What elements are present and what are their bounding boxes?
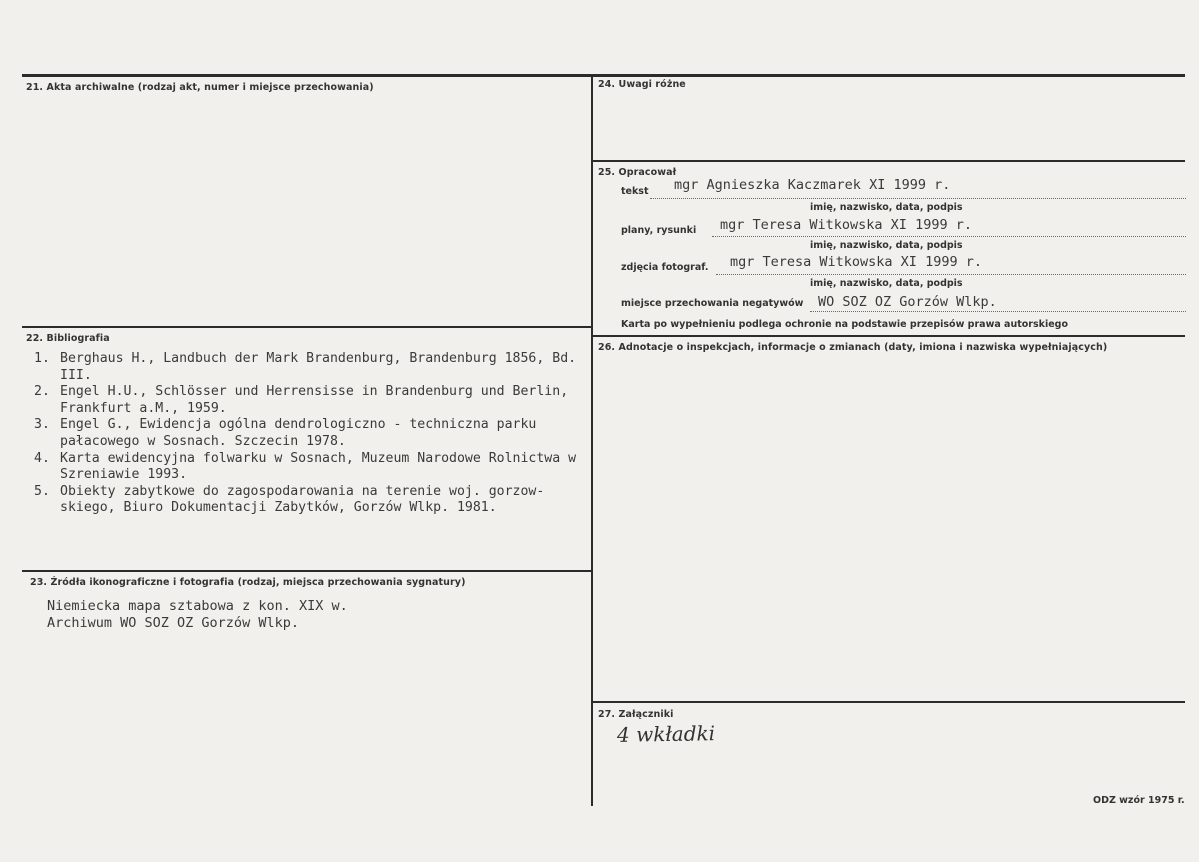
bibliography-item: 2. Engel H.U., Schlösser und Herrensisse in Brandenburg und Berlin, Frankfurt a.M., 1959. <box>34 384 569 416</box>
bibliography-item: 5. Obiekty zabytkowe do zagospodarowania na terenie woj. gorzow-skiego, Biuro Dokumentacji Zabytków, Gorzów Wlkp. 1981. <box>34 483 545 516</box>
form-id: ODZ wzór 1975 r. <box>1093 795 1185 806</box>
section-26-label: 26. Adnotacje o inspekcjach, informacje o zmianach (daty, imiona i nazwiska wypełniających) <box>598 342 1108 353</box>
plany-value: mgr Teresa Witkowska XI 1999 r. <box>720 217 972 233</box>
section-21-label: 21. Akta archiwalne (rodzaj akt, numer i miejsce przechowania) <box>26 82 374 93</box>
zdjecia-dotted-line <box>716 274 1186 275</box>
iconography-line-1: Niemiecka mapa sztabowa z kon. XIX w. <box>47 598 348 614</box>
rule-21-22 <box>22 326 591 328</box>
bibliography-item: 1. Berghaus H., Landbuch der Mark Brandenburg, Brandenburg 1856, Bd. III. <box>34 351 577 383</box>
bibliography-item: 4. Karta ewidencyjna folwarku w Sosnach, Muzeum Narodowe Rolnictwa w Szreniawie 1993. <box>34 450 577 483</box>
copyright-note: Karta po wypełnieniu podlega ochronie na podstawie przepisów prawa autorskiego <box>621 319 1068 330</box>
zdjecia-value: mgr Teresa Witkowska XI 1999 r. <box>730 254 982 270</box>
iconography-line-2: Archiwum WO SOZ OZ Gorzów Wlkp. <box>47 615 299 631</box>
rule-26-27 <box>593 701 1185 703</box>
signature-caption: imię, nazwisko, data, podpis <box>810 278 963 289</box>
negatywy-label: miejsce przechowania negatywów <box>621 298 804 309</box>
attachments-handwritten: 4 wkładki <box>616 721 716 747</box>
section-25-label: 25. Opracował <box>598 167 677 178</box>
plany-label: plany, rysunki <box>621 225 697 236</box>
zdjecia-label: zdjęcia fotograf. <box>621 262 709 273</box>
section-24-label: 24. Uwagi różne <box>598 79 686 90</box>
negatywy-dotted-line <box>810 311 1186 312</box>
section-22-label: 22. Bibliografia <box>26 333 110 344</box>
rule-24-25 <box>593 160 1185 162</box>
negatywy-value: WO SOZ OZ Gorzów Wlkp. <box>818 294 997 310</box>
tekst-label: tekst <box>621 186 649 197</box>
bibliography-list <box>34 351 594 517</box>
section-27-label: 27. Załączniki <box>598 709 674 720</box>
signature-caption: imię, nazwisko, data, podpis <box>810 202 963 213</box>
bibliography-item: 3. Engel G., Ewidencja ogólna dendrologiczno - techniczna parku pałacowego w Sosnach. Szczecin 1978. <box>34 417 537 449</box>
plany-dotted-line <box>712 236 1186 237</box>
signature-caption: imię, nazwisko, data, podpis <box>810 240 963 251</box>
rule-22-23 <box>22 570 591 572</box>
rule-25-26 <box>593 335 1185 337</box>
tekst-dotted-line <box>650 198 1186 199</box>
section-23-label: 23. Źródła ikonograficzne i fotografia (rodzaj, miejsca przechowania sygnatury) <box>30 577 466 588</box>
tekst-value: mgr Agnieszka Kaczmarek XI 1999 r. <box>674 177 951 193</box>
top-rule <box>22 74 1185 77</box>
